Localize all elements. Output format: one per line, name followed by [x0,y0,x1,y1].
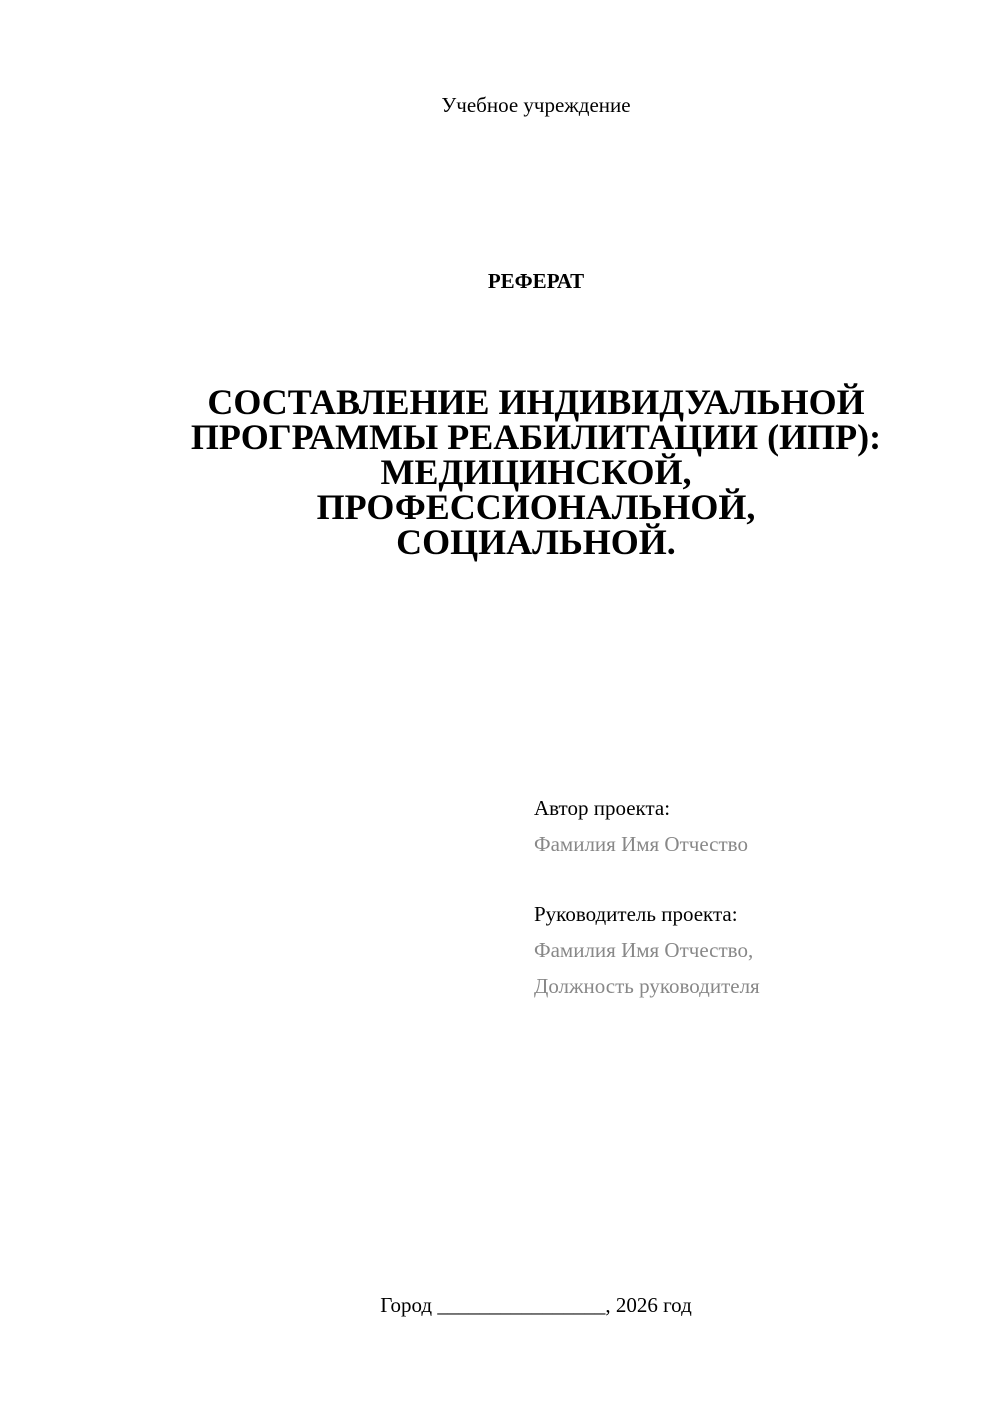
title-line: СОЦИАЛЬНОЙ. [396,522,676,562]
city-year-footer: Город ________________, 2026 год [380,1293,692,1317]
institution-name: Учебное учреждение [441,93,631,117]
document-title [150,382,922,562]
supervisor-position-placeholder: Должность руководителя [534,974,760,998]
title-line: ПРОФЕССИОНАЛЬНОЙ, [316,487,756,527]
author-name-placeholder: Фамилия Имя Отчество [534,832,748,856]
credits-block [534,790,760,1004]
title-line: ПРОГРАММЫ РЕАБИЛИТАЦИИ (ИПР): [190,417,882,457]
supervisor-label: Руководитель проекта: [534,902,738,926]
spacer [534,862,760,896]
author-label: Автор проекта: [534,796,671,820]
title-line: СОСТАВЛЕНИЕ ИНДИВИДУАЛЬНОЙ [207,382,865,422]
supervisor-name-placeholder: Фамилия Имя Отчество, [534,938,754,962]
document-type: РЕФЕРАТ [487,269,585,293]
title-line: МЕДИЦИНСКОЙ, [380,452,692,492]
